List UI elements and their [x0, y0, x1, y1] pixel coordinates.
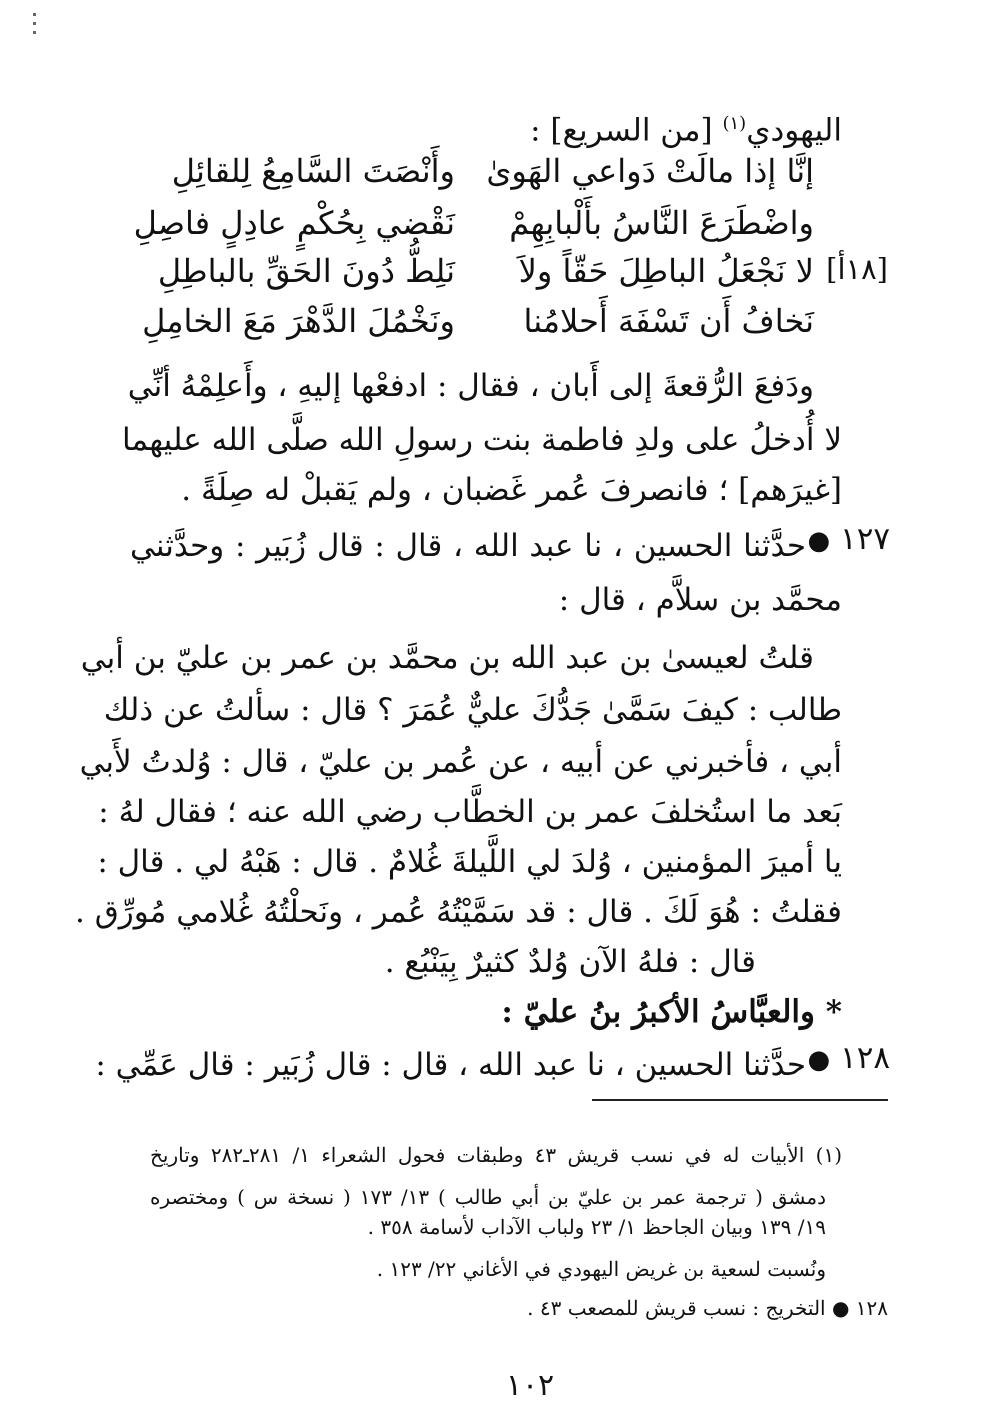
- hadith-number: ١٢٨ ●: [807, 1040, 890, 1076]
- poem-heading: [530, 96, 842, 158]
- footnote-separator: [592, 1099, 888, 1101]
- isnad-line: حدَّثنا الحسين ، نا عبد الله ، قال : قال زُبَير : وحدَّثني: [130, 528, 806, 564]
- paragraph-line: لا أُدخلُ على ولدِ فاطمة بنت رسولِ الله صلَّى الله عليهما: [121, 422, 842, 458]
- poet-name: اليهودي: [746, 112, 842, 149]
- verse-3-first: لا نَجْعَلُ الباطِلَ حَقّاً ولاَ: [518, 252, 814, 290]
- footnote-line: ونُسبت لسعية بن غريض اليهودي في الأغاني ٢٢/ ١٢٣ .: [376, 1257, 826, 1281]
- hadith-number: ١٢٧ ●: [807, 521, 890, 557]
- verse-4-first: نَخافُ أَن تَسْفَهَ أَحلامُنا: [523, 302, 814, 340]
- verse-3-second: نَلِطُّ دُونَ الحَقِّ بالباطِلِ: [157, 252, 455, 290]
- bullet-icon: ●: [807, 1045, 831, 1075]
- footnote-line: ١٩/ ١٣٩ وبيان الجاحظ ١/ ٢٣ ولباب الآداب لأسامة ٣٥٨ .: [367, 1215, 826, 1239]
- matn-line: طالب : كيفَ سَمَّىٰ جَدُّكَ عليٌّ عُمَرَ ؟ قال : سألتُ عن ذلك: [103, 692, 842, 728]
- verse-1-first: إنَّا إذا مالَتْ دَواعي الهَوىٰ: [486, 152, 814, 190]
- scan-mark: [33, 13, 37, 41]
- isnad-line: محمَّد بن سلاَّم ، قال :: [558, 582, 842, 618]
- matn-line: أبي ، فأخبرني عن أبيه ، عن عُمر بن عليّ ، قال : وُلدتُ لأَبي: [79, 744, 842, 780]
- isnad-line: حدَّثنا الحسين ، نا عبد الله ، قال : قال زُبَير : قال عَمِّي :: [95, 1047, 806, 1083]
- paragraph-line: ودَفعَ الرُّقعةَ إلى أَبان ، فقال : ادفعْها إليهِ ، وأَعلِمْهُ أنِّي: [127, 368, 814, 404]
- matn-line: قال : فلهُ الآن وُلدٌ كثيرٌ بِيَنْبُع .: [384, 944, 756, 980]
- bullet-icon: ●: [807, 526, 831, 556]
- paragraph-line: [غيرَهم] ؛ فانصرفَ عُمر غَضبان ، ولم يَقبلْ له صِلَةً .: [181, 472, 842, 508]
- matn-line: فقلتُ : هُوَ لَكَ . قال : قد سَمَّيْتُهُ عُمر ، ونَحلْتُهُ غُلامي مُورِّق .: [75, 894, 842, 930]
- footnote-line: ١٢٨ ● التخريج : نسب قريش للمصعب ٤٣ .: [527, 1296, 888, 1320]
- matn-line: بَعد ما استُخلفَ عمر بن الخطَّاب رضي الله عنه ؛ فقال لهُ :: [98, 794, 842, 830]
- footnote-ref: (١): [722, 113, 747, 134]
- manuscript-page-marker: [١٨أ]: [826, 252, 888, 286]
- page-number: ١٠٢: [505, 1368, 555, 1403]
- footnote-line: (١) الأبيات له في نسب قريش ٤٣ وطبقات فحول الشعراء ١/ ٢٨١ـ٢٨٢ وتاريخ: [150, 1143, 842, 1167]
- verse-1-second: وأَنْصَتَ السَّامِعُ لِلقائِلِ: [171, 152, 455, 190]
- verse-2-second: نَقْضي بِحُكْمٍ عادِلٍ فاصِلِ: [133, 204, 455, 242]
- verse-4-second: ونَخْمُلَ الدَّهْرَ مَعَ الخامِلِ: [142, 302, 455, 340]
- matn-line: يا أميرَ المؤمنين ، وُلدَ لي اللَّيلةَ غُلامٌ . قال : هَبْهُ لي . قال :: [97, 844, 842, 880]
- matn-line: قلتُ لعيسىٰ بن عبد الله بن محمَّد بن عمر بن عليّ بن أبي: [80, 640, 814, 676]
- footnote-line: دمشق ( ترجمة عمر بن عليّ بن أبي طالب ) ١٣/ ١٧٣ ( نسخة س ) ومختصره: [150, 1185, 826, 1209]
- meter-label: [من السريع] :: [530, 112, 713, 149]
- verse-2-first: واضْطَرَعَ النَّاسُ بأَلْبابِهِمْ: [509, 204, 814, 242]
- section-heading: * والعبَّاسُ الأكبرُ بنُ عليّ :: [501, 994, 842, 1030]
